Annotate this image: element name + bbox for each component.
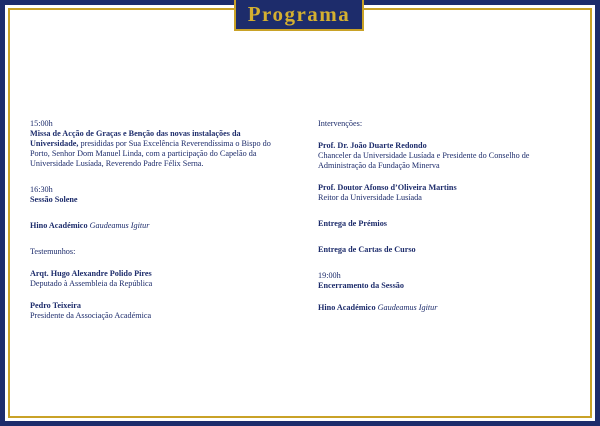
- program-left-column: [30, 119, 285, 321]
- program-right-column: [318, 119, 568, 313]
- diplomas-item: Entrega de Cartas de Curso: [318, 245, 416, 254]
- time-start: 15:00h: [30, 119, 53, 128]
- page-title: Programa: [247, 2, 351, 26]
- hymn-label: Hino Académico: [318, 303, 376, 312]
- session-title: Sessão Solene: [30, 195, 78, 204]
- testimony-2-name: Pedro Teixeira: [30, 301, 82, 310]
- mass-description: presididas por Sua Excelência Reverendíssima o Bispo do Porto, Senhor Dom Manuel Linda, com a participação do Capelão da Universidade Lusíada, Reverendo Padre Félix Serna.: [30, 139, 271, 168]
- awards-item: Entrega de Prémios: [318, 219, 387, 228]
- intervention-1-role: Chanceler da Universidade Lusíada e Presidente do Conselho de Administração da Fundação Minerva: [318, 151, 530, 170]
- testimony-2-role: Presidente da Associação Académica: [30, 311, 152, 320]
- intervention-1-name: Prof. Dr. João Duarte Redondo: [318, 141, 427, 150]
- time-session: 16:30h: [30, 185, 53, 194]
- intervention-2-name: Prof. Doutor Afonso d’Oliveira Martins: [318, 183, 457, 192]
- title-banner: [234, 0, 364, 31]
- hymn-title: Gaudeamus Igitur: [377, 303, 438, 312]
- mass-paragraph: [30, 129, 285, 169]
- hymn-title: Gaudeamus Igitur: [89, 221, 150, 230]
- time-closing: 19:00h: [318, 271, 341, 280]
- testimonies-heading: Testemunhos:: [30, 247, 76, 256]
- testimony-1-role: Deputado à Assembleia da República: [30, 279, 153, 288]
- interventions-heading: Intervenções:: [318, 119, 363, 128]
- hymn-line-left: [30, 221, 285, 231]
- intervention-2-role: Reitor da Universidade Lusíada: [318, 193, 422, 202]
- hymn-line-right: [318, 303, 568, 313]
- hymn-label: Hino Académico: [30, 221, 88, 230]
- testimony-1-name: Arqt. Hugo Alexandre Polido Pires: [30, 269, 152, 278]
- closing-title: Encerramento da Sessão: [318, 281, 404, 290]
- mass-title: Missa de Acção de Graças e Benção das novas instalações da Universidade,: [30, 129, 241, 148]
